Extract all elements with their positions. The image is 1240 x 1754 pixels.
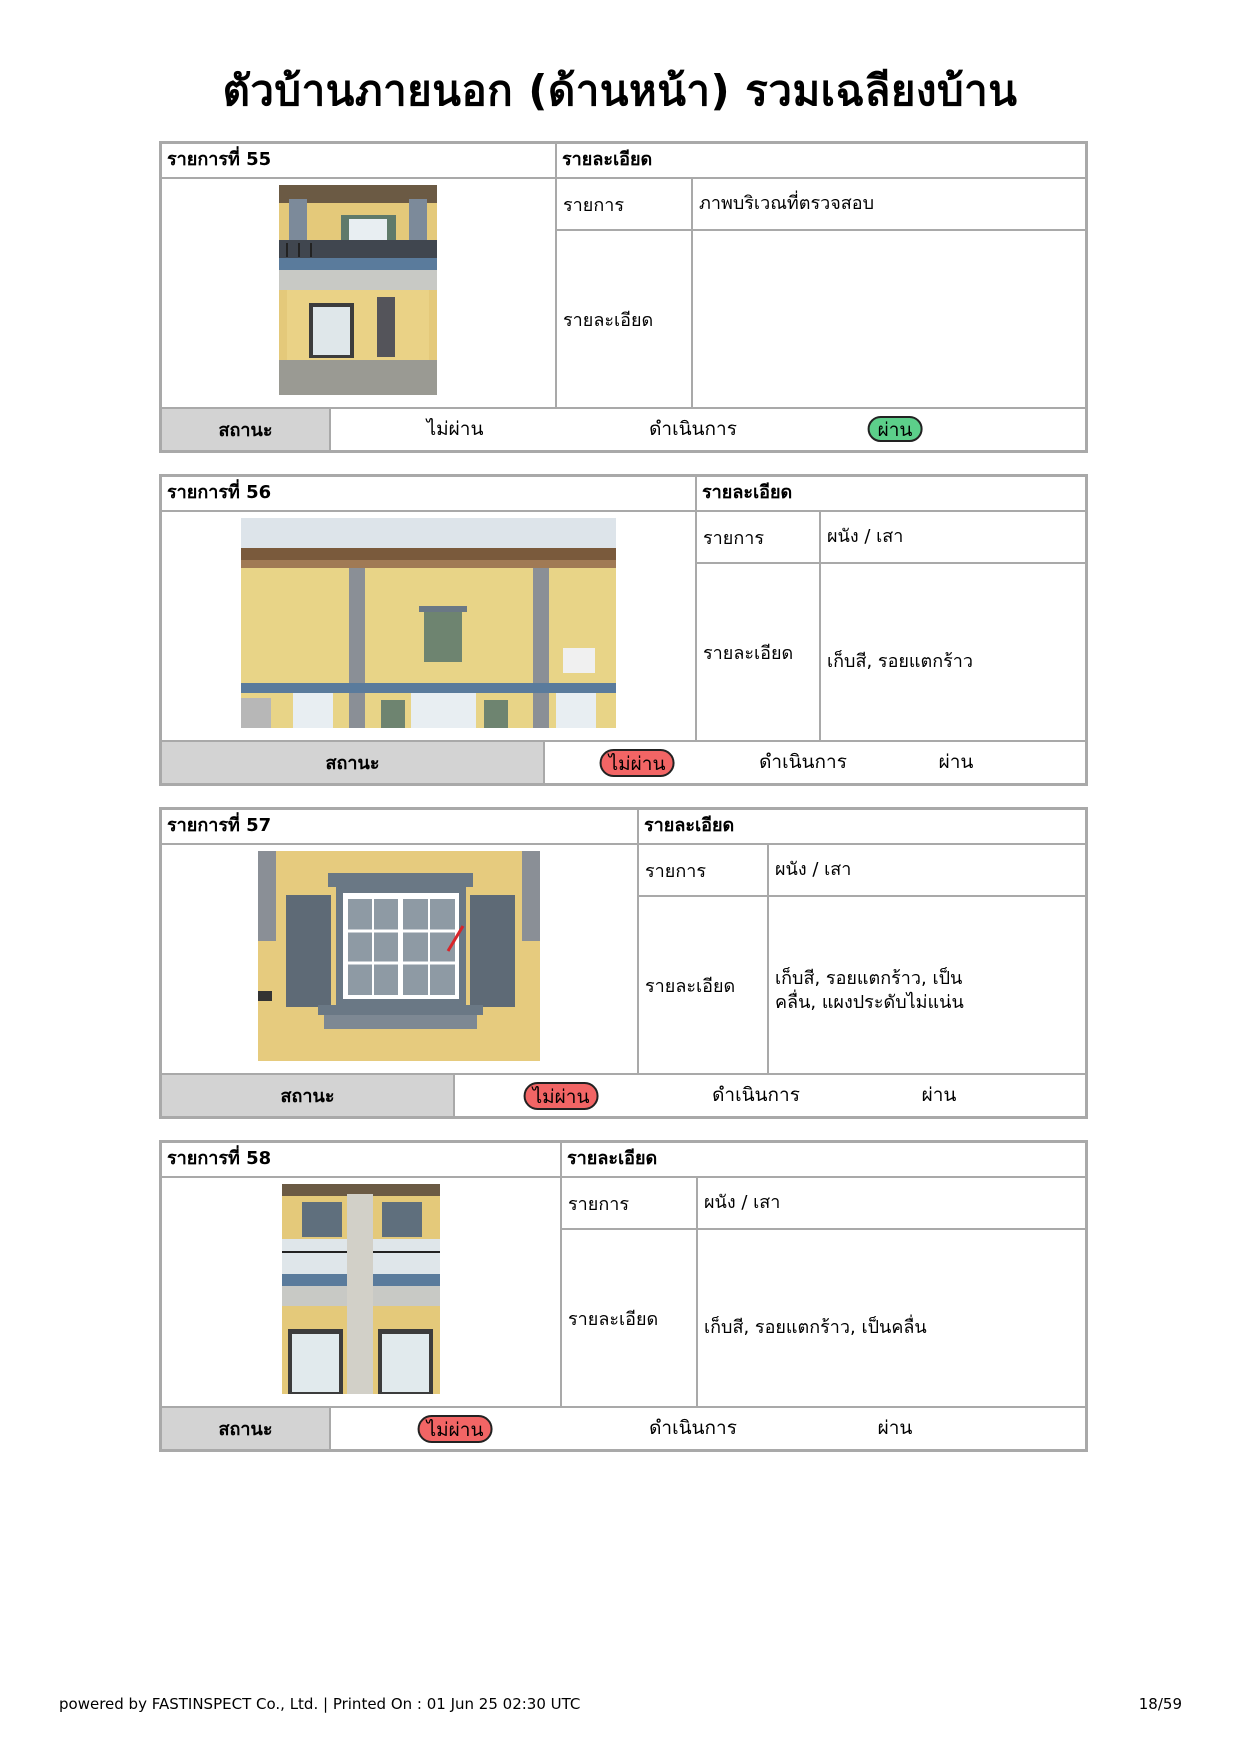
status-options [545,742,1085,783]
detail-heading: รายละเอียด [567,1148,658,1169]
status-fail-selected[interactable]: ไม่ผ่าน [418,1415,493,1443]
status-in-progress-option[interactable]: ดำเนินการ [712,1084,800,1106]
detail-label: รายละเอียด [562,1230,698,1406]
detail-label: รายละเอียด [639,897,769,1073]
status-pass-option[interactable]: ผ่าน [877,1417,913,1439]
window-shutters-photo[interactable] [258,851,540,1061]
detail-heading: รายละเอียด [644,815,735,836]
status-options [455,1075,1085,1116]
status-label: สถานะ [162,1075,455,1116]
item-value: ผนัง / เสา [827,526,904,547]
detail-value: เก็บสี, รอยแตกร้าว, เป็นคลื่น [704,1317,927,1338]
status-pass-option[interactable]: ผ่าน [938,751,974,773]
item-label: รายการ [639,845,769,895]
status-label: สถานะ [162,742,545,783]
item-heading: รายการที่ 58 [162,1143,562,1176]
item-value: ผนัง / เสา [704,1192,781,1213]
page-title: ตัวบ้านภายนอก (ด้านหน้า) รวมเฉลียงบ้าน [222,66,1018,115]
status-in-progress-option[interactable]: ดำเนินการ [649,418,737,440]
detail-value [693,231,1085,407]
status-options [331,1408,1085,1449]
item-value: ผนัง / เสา [775,859,852,880]
page-number: 18/59 [1138,1695,1182,1713]
item-label: รายการ [557,179,693,229]
photo-cell [162,1178,562,1406]
status-label: สถานะ [162,409,331,450]
item-label: รายการ [697,512,821,562]
inspection-item-56 [159,474,1088,786]
item-heading: รายการที่ 56 [162,477,697,510]
inspection-item-58 [159,1140,1088,1452]
detail-value: เก็บสี, รอยแตกร้าว [827,651,974,672]
status-fail-selected[interactable]: ไม่ผ่าน [600,749,675,777]
item-heading: รายการที่ 57 [162,810,639,843]
photo-cell [162,845,639,1073]
status-pass-option[interactable]: ผ่าน [921,1084,957,1106]
status-label: สถานะ [162,1408,331,1449]
detail-label: รายละเอียด [697,564,821,740]
detail-heading: รายละเอียด [702,482,793,503]
photo-cell [162,179,557,407]
footer-printed-info: powered by FASTINSPECT Co., Ltd. | Printed On : 01 Jun 25 02:30 UTC [59,1695,581,1713]
status-options [331,409,1085,450]
status-in-progress-option[interactable]: ดำเนินการ [649,1417,737,1439]
status-fail-selected[interactable]: ไม่ผ่าน [524,1082,599,1110]
status-fail-option[interactable]: ไม่ผ่าน [426,418,484,440]
photo-cell [162,512,697,740]
balcony-column-photo[interactable] [282,1184,440,1394]
detail-label: รายละเอียด [557,231,693,407]
detail-value: เก็บสี, รอยแตกร้าว, เป็นคลื่น, แผงประดับไม่แน่น [775,968,964,1013]
inspection-item-55 [159,141,1088,453]
item-heading: รายการที่ 55 [162,144,557,177]
status-pass-selected[interactable]: ผ่าน [868,416,923,442]
detail-heading: รายละเอียด [562,149,653,170]
house-front-photo[interactable] [279,185,437,395]
status-in-progress-option[interactable]: ดำเนินการ [759,751,847,773]
upper-facade-photo[interactable] [241,518,616,728]
item-label: รายการ [562,1178,698,1228]
item-value: ภาพบริเวณที่ตรวจสอบ [699,193,874,214]
inspection-item-57 [159,807,1088,1119]
